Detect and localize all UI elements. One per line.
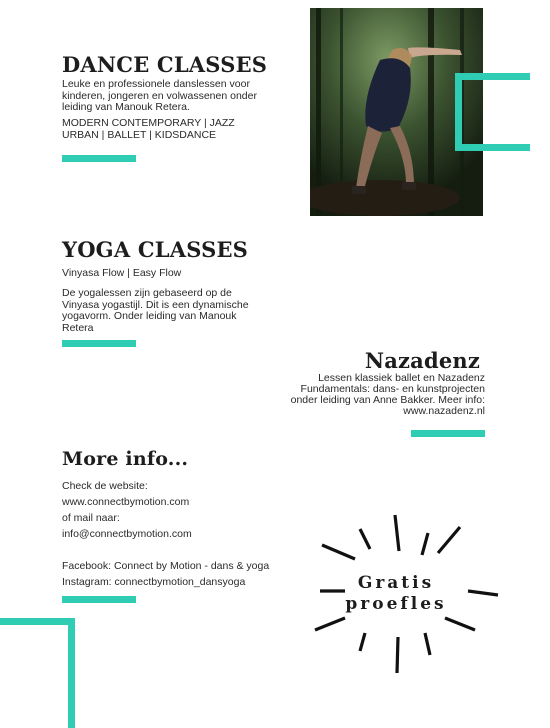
- badge-line-1: Gratis: [357, 573, 435, 593]
- yoga-subtitle: Vinyasa Flow | Easy Flow: [62, 267, 182, 279]
- more-info-line-1: Check de website:: [62, 480, 148, 492]
- yoga-description: De yogalessen zijn gebaseerd op de Vinyasa yogastijl. Dit is een dynamische yogavorm. Onder leiding van Manouk Retera: [62, 287, 249, 334]
- more-info-instagram[interactable]: Instagram: connectbymotion_dansyoga: [62, 576, 246, 588]
- dance-styles: MODERN CONTEMPORARY | JAZZ URBAN | BALLET | KIDSDANCE: [62, 117, 235, 141]
- gratis-proefles-badge: [300, 505, 500, 675]
- more-info-website-link[interactable]: www.connectbymotion.com: [62, 496, 190, 508]
- more-info-title: More info...: [62, 448, 189, 470]
- dance-accent-bar: [62, 155, 136, 162]
- yoga-title: YOGA CLASSES: [62, 237, 249, 262]
- dance-description: Leuke en professionele danslessen voor kinderen, jongeren en volwassenen onder leiding van Manouk Retera.: [62, 78, 257, 113]
- nazadenz-line-3: onder leiding van Anne Bakker. Meer info:: [290, 394, 485, 406]
- more-info-line-3: of mail naar:: [62, 512, 120, 524]
- more-info-email-link[interactable]: info@connectbymotion.com: [62, 528, 192, 540]
- bottom-left-bracket-decoration: [0, 618, 75, 728]
- nazadenz-line-2: Fundamentals: dans- en kunstprojecten: [300, 383, 485, 395]
- dance-title: DANCE CLASSES: [62, 52, 268, 77]
- yoga-accent-bar: [62, 340, 136, 347]
- top-right-bracket-decoration: [455, 73, 530, 151]
- nazadenz-line-1: Lessen klassiek ballet en Nazadenz: [318, 372, 485, 384]
- more-info-accent-bar: [62, 596, 136, 603]
- badge-line-2: proefles: [345, 594, 447, 614]
- nazadenz-title: Nazadenz: [364, 348, 480, 373]
- nazadenz-website-link[interactable]: www.nazadenz.nl: [403, 405, 485, 417]
- nazadenz-accent-bar: [411, 430, 485, 437]
- more-info-facebook[interactable]: Facebook: Connect by Motion - dans & yoga: [62, 560, 270, 572]
